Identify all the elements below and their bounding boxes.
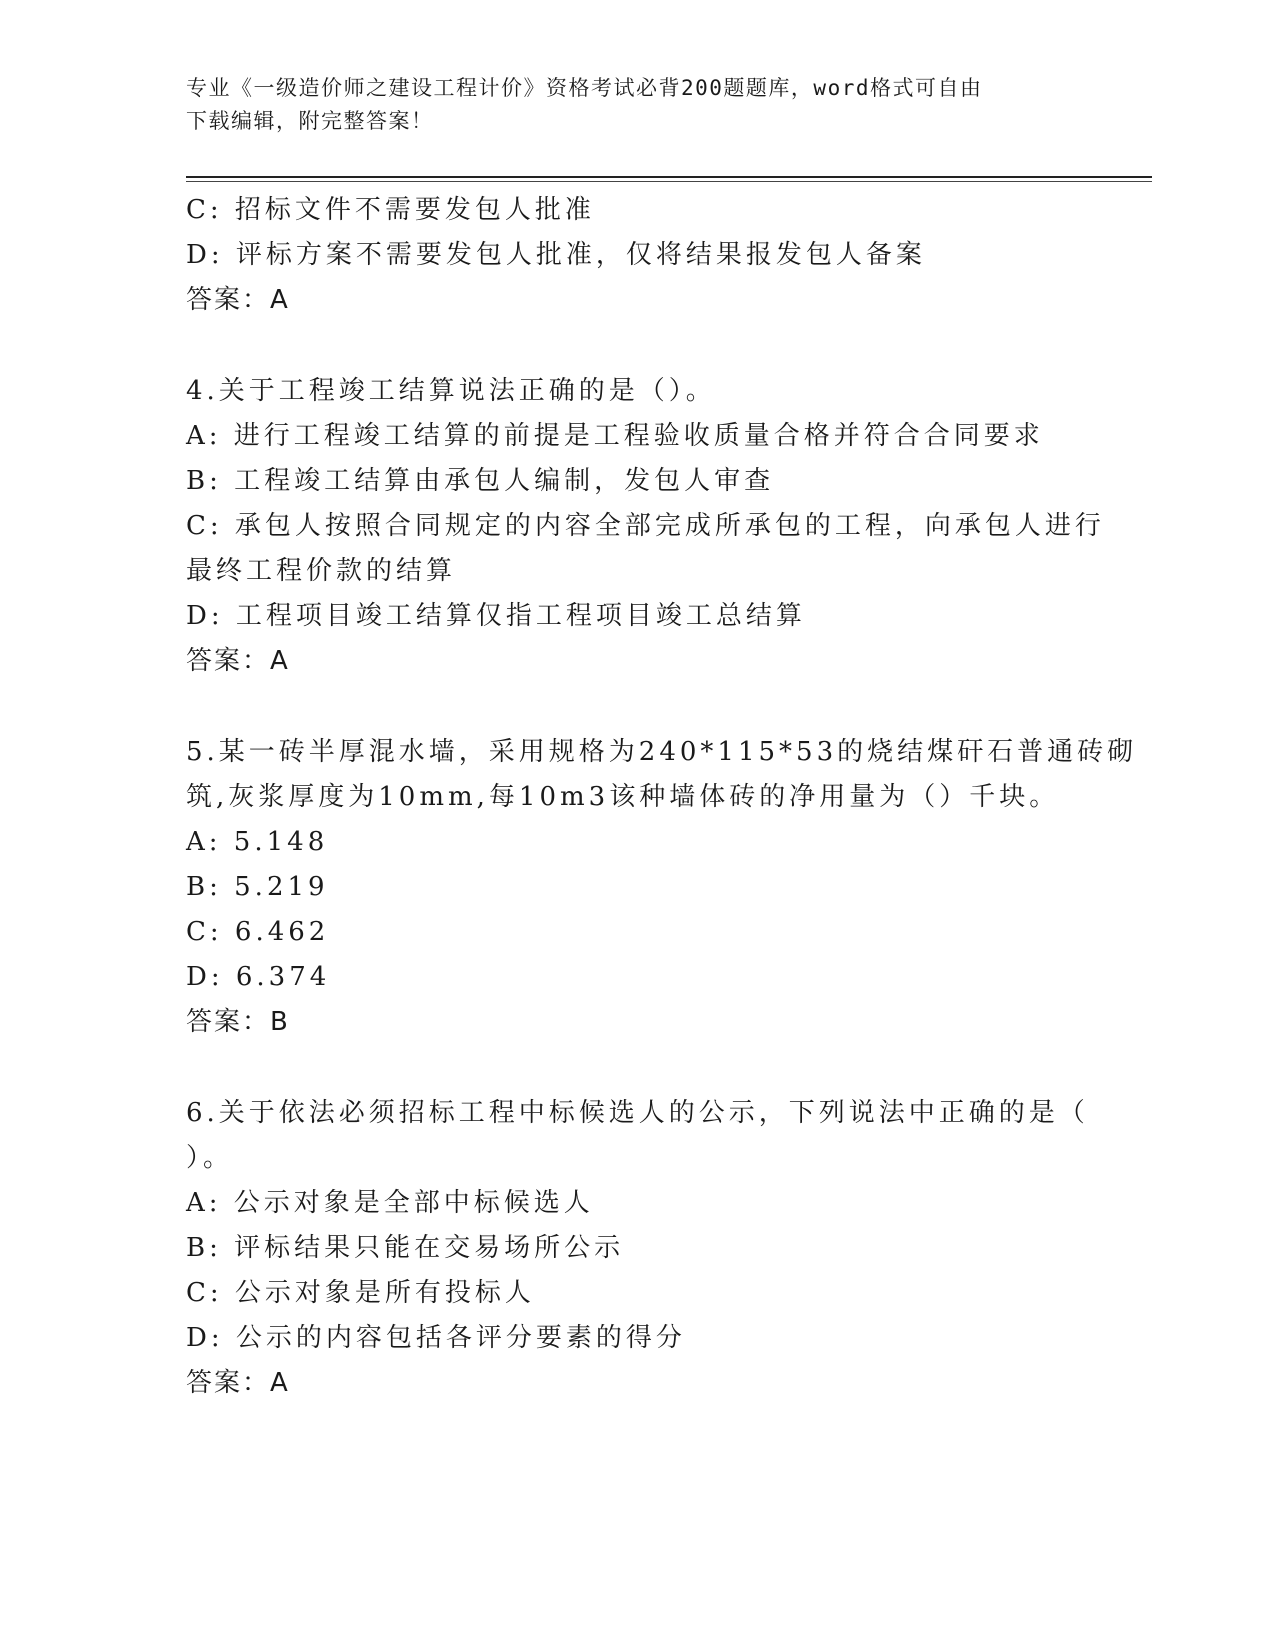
header-note-line-2: 下载编辑，附完整答案！ [186,109,434,133]
option-b: B: 工程竣工结算由承包人编制，发包人审查 [186,466,775,496]
option-c: C: 6.462 [186,917,330,947]
option-c: C: 承包人按照合同规定的内容全部完成所承包的工程，向承包人进行 [186,511,1105,541]
option-d: D: 工程项目竣工结算仅指工程项目竣工总结算 [186,601,806,631]
option-a: A: 进行工程竣工结算的前提是工程验收质量合格并符合合同要求 [186,421,1044,451]
question-stem: 4.关于工程竣工结算说法正确的是（）。 [186,376,716,406]
spacer [186,323,1086,369]
answer-line: 答案：B [186,1007,290,1037]
question-4 [186,369,1105,684]
answer-line: 答案：A [186,646,290,676]
header-note [186,72,1086,138]
option-a: A: 5.148 [186,827,329,857]
question-stem-continued: ）。 [186,1143,234,1173]
question-stem: 5.某一砖半厚混水墙，采用规格为240*115*53的烧结煤矸石普通砖砌 [186,737,1138,767]
question-5 [186,730,1138,1045]
question-stem: 6.关于依法必须招标工程中标候选人的公示，下列说法中正确的是（ [186,1098,1089,1128]
option-c-continued: 最终工程价款的结算 [186,556,457,586]
header-divider [186,176,1152,178]
option-d: D: 6.374 [186,962,331,992]
answer-line: 答案：A [186,1368,290,1398]
answer-line: 答案：A [186,285,290,315]
option-c: C: 招标文件不需要发包人批准 [186,195,595,225]
question-list [186,188,1138,1406]
option-d: D: 评标方案不需要发包人批准，仅将结果报发包人备案 [186,240,926,270]
header-divider-thin [186,181,1152,182]
question-stem-continued: 筑,灰浆厚度为10mm,每10m3该种墙体砖的净用量为（）千块。 [186,782,1060,812]
question-3-partial [186,188,1086,323]
question-6 [186,1091,1089,1406]
option-b: B: 5.219 [186,872,329,902]
option-d: D: 公示的内容包括各评分要素的得分 [186,1323,686,1353]
option-c: C: 公示对象是所有投标人 [186,1278,535,1308]
option-b: B: 评标结果只能在交易场所公示 [186,1233,625,1263]
header-note-line-1: 专业《一级造价师之建设工程计价》资格考试必背200题题库，word格式可自由 [186,76,983,100]
option-a: A: 公示对象是全部中标候选人 [186,1188,594,1218]
spacer [186,684,1086,730]
spacer [186,1045,1086,1091]
